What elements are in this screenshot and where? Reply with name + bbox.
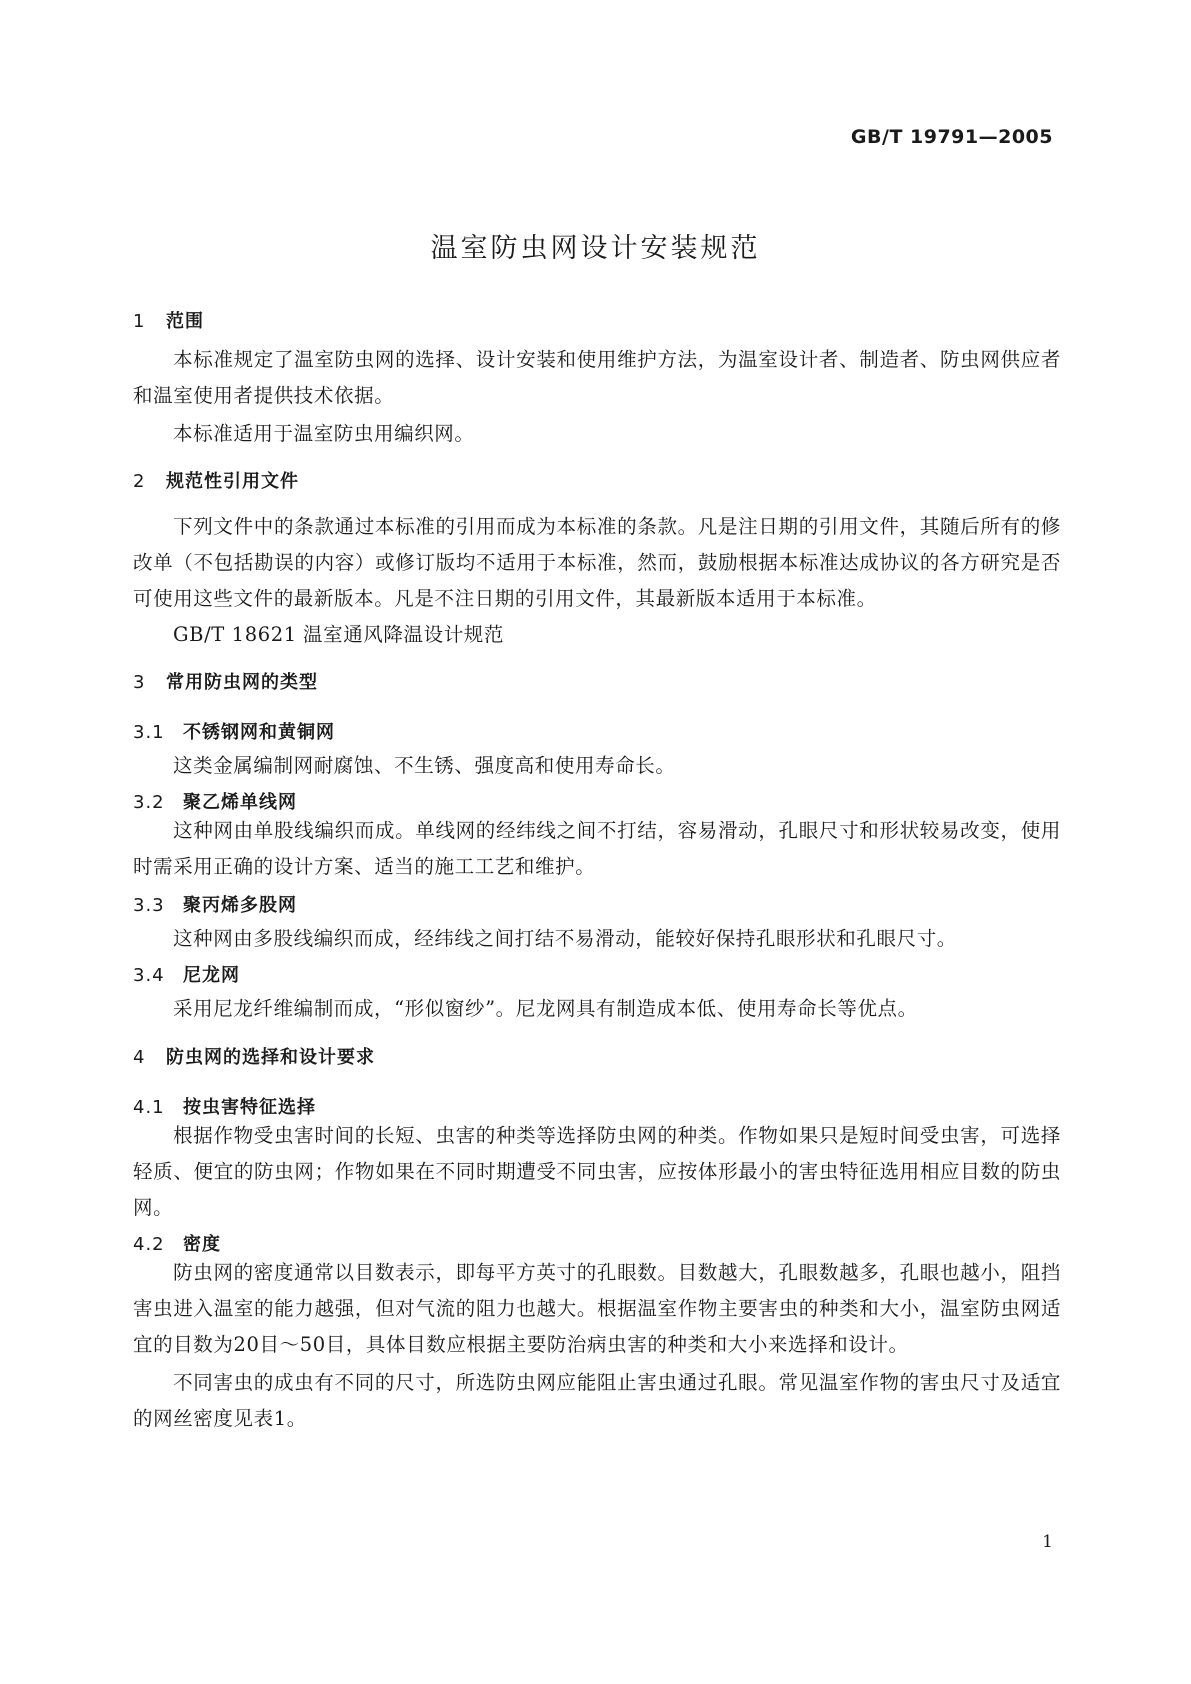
standard-code: GB/T 19791—2005 bbox=[850, 126, 1053, 148]
subsection-3-2-heading bbox=[133, 788, 297, 814]
section-number: 4 bbox=[133, 1047, 146, 1068]
subsection-4-1-paragraph: 根据作物受虫害时间的长短、虫害的种类等选择防虫网的种类。作物如果只是短时间受虫害，可选择轻质、便宜的防虫网；作物如果在不同时期遭受不同虫害，应按体形最小的害虫特征选用相应目数的防虫网。 bbox=[133, 1124, 1061, 1219]
subsection-title: 尼龙网 bbox=[183, 965, 240, 986]
section-number: 3 bbox=[133, 672, 146, 693]
page-number: 1 bbox=[1042, 1532, 1053, 1552]
section-title: 防虫网的选择和设计要求 bbox=[166, 1047, 375, 1068]
subsection-title: 聚乙烯单线网 bbox=[183, 792, 297, 813]
subsection-3-3-paragraph: 这种网由多股线编织而成，经纬线之间打结不易滑动，能较好保持孔眼形状和孔眼尺寸。 bbox=[173, 927, 957, 950]
section-number: 1 bbox=[133, 311, 146, 332]
subsection-3-1-paragraph: 这类金属编制网耐腐蚀、不生锈、强度高和使用寿命长。 bbox=[173, 754, 676, 777]
section-1-paragraph-2: 本标准适用于温室防虫用编织网。 bbox=[173, 422, 475, 445]
normative-reference bbox=[173, 619, 504, 647]
section-3-heading bbox=[133, 668, 318, 694]
subsection-number: 3.1 bbox=[133, 722, 165, 743]
subsection-4-1-heading bbox=[133, 1093, 316, 1119]
subsection-number: 3.2 bbox=[133, 792, 165, 813]
subsection-3-1-heading bbox=[133, 718, 335, 744]
subsection-4-2-paragraph-2: 不同害虫的成虫有不同的尺寸，所选防虫网应能阻止害虫通过孔眼。常见温室作物的害虫尺寸及适宜的网丝密度见表1。 bbox=[133, 1371, 1061, 1430]
section-2-paragraph-1: 下列文件中的条款通过本标准的引用而成为本标准的条款。凡是注日期的引用文件，其随后所有的修改单（不包括勘误的内容）或修订版均不适用于本标准，然而，鼓励根据本标准达成协议的各方研究是否可使用这些文件的最新版本。凡是不注日期的引用文件，其最新版本适用于本标准。 bbox=[133, 515, 1061, 610]
subsection-number: 3.3 bbox=[133, 895, 165, 916]
reference-code: GB/T 18621 bbox=[173, 623, 297, 646]
subsection-number: 4.1 bbox=[133, 1097, 165, 1118]
section-number: 2 bbox=[133, 471, 146, 492]
subsection-number: 3.4 bbox=[133, 965, 165, 986]
subsection-4-2-paragraph-1: 防虫网的密度通常以目数表示，即每平方英寸的孔眼数。目数越大，孔眼数越多，孔眼也越小，阻挡害虫进入温室的能力越强，但对气流的阻力也越大。根据温室作物主要害虫的种类和大小，温室防虫网适宜的目数为20目～50目，具体目数应根据主要防治病虫害的种类和大小来选择和设计。 bbox=[133, 1261, 1061, 1356]
subsection-title: 按虫害特征选择 bbox=[183, 1097, 316, 1118]
section-1-heading bbox=[133, 307, 204, 333]
subsection-number: 4.2 bbox=[133, 1234, 165, 1255]
subsection-title: 聚丙烯多股网 bbox=[183, 895, 297, 916]
reference-title: 温室通风降温设计规范 bbox=[303, 623, 505, 646]
section-1-paragraph-1: 本标准规定了温室防虫网的选择、设计安装和使用维护方法，为温室设计者、制造者、防虫网供应者和温室使用者提供技术依据。 bbox=[133, 348, 1061, 407]
subsection-3-3-heading bbox=[133, 891, 297, 917]
section-title: 常用防虫网的类型 bbox=[166, 672, 318, 693]
subsection-title: 不锈钢网和黄铜网 bbox=[183, 722, 335, 743]
section-title: 范围 bbox=[166, 311, 204, 332]
section-4-heading bbox=[133, 1043, 375, 1069]
section-title: 规范性引用文件 bbox=[166, 471, 299, 492]
subsection-3-4-paragraph: 采用尼龙纤维编制而成，“形似窗纱”。尼龙网具有制造成本低、使用寿命长等优点。 bbox=[173, 997, 918, 1020]
subsection-4-2-heading bbox=[133, 1230, 221, 1256]
subsection-3-2-paragraph: 这种网由单股线编织而成。单线网的经纬线之间不打结，容易滑动，孔眼尺寸和形状较易改变，使用时需采用正确的设计方案、适当的施工工艺和维护。 bbox=[133, 819, 1061, 878]
document-title: 温室防虫网设计安装规范 bbox=[430, 233, 761, 264]
subsection-3-4-heading bbox=[133, 961, 240, 987]
subsection-title: 密度 bbox=[183, 1234, 221, 1255]
section-2-heading bbox=[133, 467, 299, 493]
